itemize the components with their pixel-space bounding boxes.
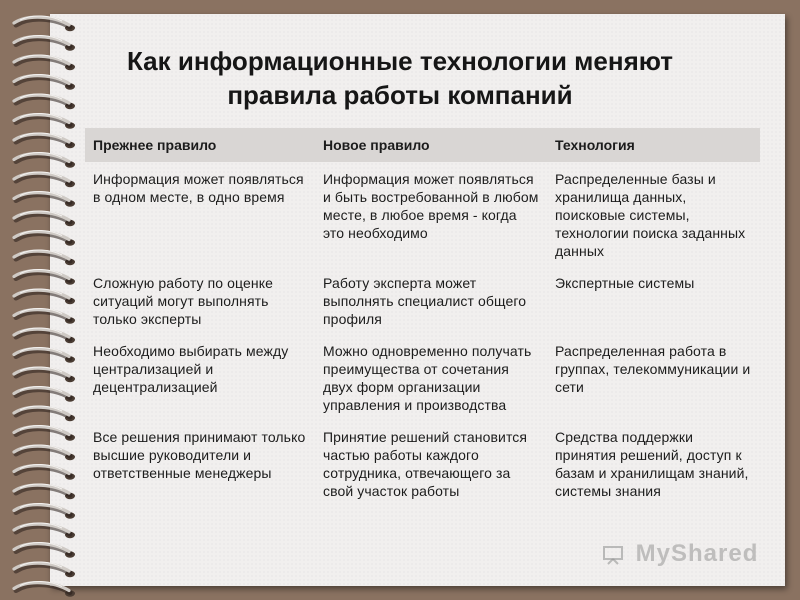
spiral-ring	[14, 172, 75, 187]
spiral-ring	[14, 425, 75, 440]
spiral-ring	[14, 308, 75, 323]
table-cell: Информация может появляться в одном месте, в одно время	[93, 171, 304, 205]
spiral-ring	[14, 328, 75, 343]
spiral-ring	[14, 445, 75, 460]
spiral-ring	[14, 386, 75, 401]
spiral-ring	[14, 562, 75, 577]
spiral-ring	[14, 16, 75, 31]
title-line-2: правила работы компаний	[227, 80, 573, 110]
rules-table	[85, 128, 760, 506]
table-cell: Работу эксперта может выполнять специалист общего профиля	[323, 275, 527, 327]
watermark	[602, 540, 758, 568]
table-cell: Все решения принимают только высшие руководители и ответственные менеджеры	[93, 429, 306, 481]
table-row	[85, 162, 760, 266]
spiral-ring	[14, 347, 75, 362]
table-cell: Информация может появляться и быть востребованной в любом месте, в любое время - когда это необходимо	[323, 171, 539, 241]
spiral-ring	[14, 503, 75, 518]
table-row	[85, 420, 760, 506]
spiral-ring	[14, 581, 75, 596]
table-cell: Средства поддержки принятия решений, доступ к базам и хранилищам знаний, системы знания	[555, 429, 749, 499]
spiral-ring	[14, 367, 75, 382]
table-cell: Можно одновременно получать преимущества от сочетания двух форм организации управления и производства	[323, 343, 532, 413]
table-cell: Сложную работу по оценке ситуаций могут выполнять только эксперты	[93, 275, 273, 327]
spiral-ring	[14, 464, 75, 479]
table-header-row	[85, 128, 760, 162]
page-title	[55, 44, 745, 112]
spiral-ring	[14, 230, 75, 245]
table-cell: Необходимо выбирать между централизацией и децентрализацией	[93, 343, 289, 395]
spiral-ring	[14, 113, 75, 128]
table-row	[85, 266, 760, 334]
spiral-ring	[14, 191, 75, 206]
spiral-ring	[14, 152, 75, 167]
spiral-ring	[14, 250, 75, 265]
header-new-rule: Новое правило	[315, 128, 547, 162]
header-old-rule: Прежнее правило	[85, 128, 315, 162]
table-cell: Экспертные системы	[555, 275, 695, 291]
spiral-ring	[14, 211, 75, 226]
table-row	[85, 334, 760, 420]
spiral-ring	[14, 542, 75, 557]
watermark-text: MyShared	[635, 540, 759, 567]
presentation-icon	[602, 545, 624, 565]
spiral-ring	[14, 289, 75, 304]
title-line-1: Как информационные технологии меняют	[126, 46, 674, 76]
table-cell: Принятие решений становится частью работы каждого сотрудника, отвечающего за свой участок работы	[323, 429, 528, 499]
spiral-ring	[14, 133, 75, 148]
spiral-ring	[14, 484, 75, 499]
spiral-ring	[14, 406, 75, 421]
header-technology: Технология	[547, 128, 760, 162]
table-cell: Распределенная работа в группах, телекоммуникации и сети	[555, 343, 751, 395]
spiral-ring	[14, 523, 75, 538]
spiral-ring	[14, 269, 75, 284]
table-cell: Распределенные базы и хранилища данных, поисковые системы, технологии поиска заданных данных	[555, 171, 746, 259]
